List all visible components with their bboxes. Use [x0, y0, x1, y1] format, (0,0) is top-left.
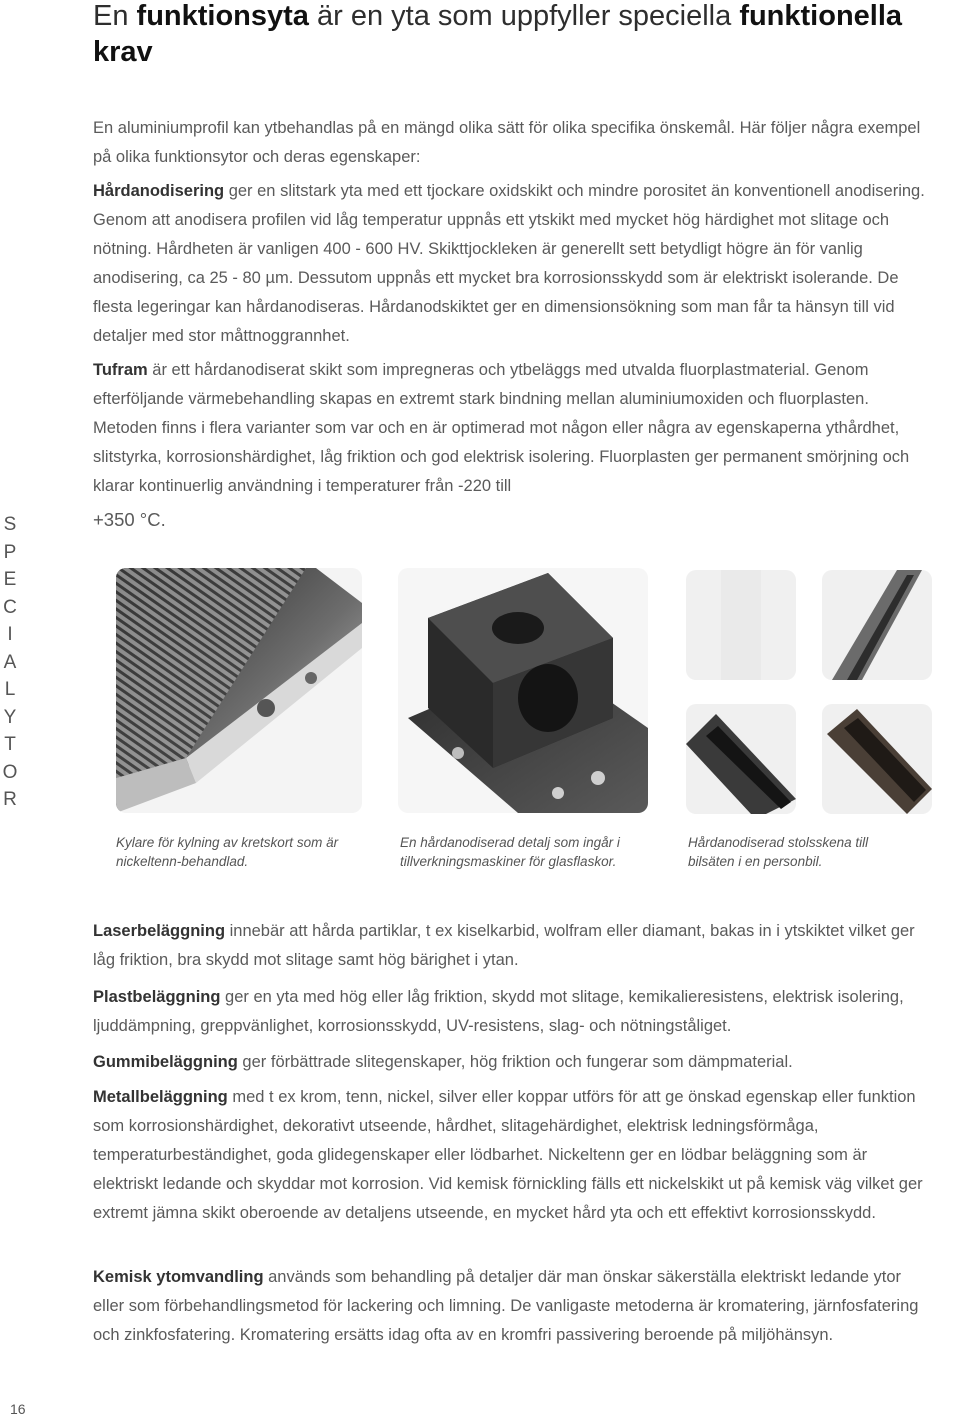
anodised-part-caption: En hårdanodiserad detalj som ingår i tillverkningsmaskiner för glasflaskor.	[400, 835, 620, 869]
tufram-term: Tufram	[93, 361, 148, 379]
seat-rail-caption: Hårdanodiserad stolsskena till bilsäten i en personbil.	[688, 835, 869, 869]
seat-rail-photo	[686, 704, 796, 814]
tufram-temperature: +350 °C.	[93, 509, 166, 530]
kemisk-term: Kemisk ytomvandling	[93, 1268, 264, 1286]
gummi-text: ger förbättrade slitegenskaper, hög friktion och fungerar som dämpmaterial.	[237, 1053, 793, 1071]
kemisk-paragraph	[93, 1263, 933, 1350]
plast-text: ger en yta med hög eller låg friktion, skydd mot slitage, kemikalieresistens, elektrisk isolering, ljuddämpning, greppvänlighet, korrosionsskydd, UV-resistens, slag- och nötningståliget.	[93, 988, 904, 1035]
title-part-1: En	[93, 0, 137, 32]
seat-rail-photo	[686, 570, 796, 680]
laser-paragraph	[93, 917, 933, 975]
page-number: 16	[10, 1401, 26, 1417]
title-emphasis-2: funktionella krav	[93, 0, 903, 68]
title-part-2: är en yta som uppfyller speciella	[308, 0, 740, 32]
gummi-term: Gummibeläggning	[93, 1053, 238, 1071]
plast-term: Plastbeläggning	[93, 988, 221, 1006]
anodised-part-photo	[398, 568, 648, 813]
gummi-paragraph	[93, 1048, 933, 1077]
page-title	[93, 0, 933, 70]
laser-text: innebär att hårda partiklar, t ex kiselkarbid, wolfram eller diamant, bakas in i ytskiktet vilket ger låg friktion, bra skydd mot slitage samt hög bärighet i ytan.	[93, 922, 915, 969]
hardanodisering-paragraph	[93, 177, 933, 351]
tufram-text: är ett hårdanodiserat skikt som impregneras och ytbeläggs med utvalda fluorplastmaterial. Genom efterföljande värmebehandling skapas en extremt stark bindning mellan aluminiumoxiden och fluorplasten. Metoden finns i flera varianter som var och en är optimerad mot någon eller några av egenskaperna ythårdhet, slitstyrka, korrosionshärdighet, låg friktion och god elektrisk isolering. Fluorplasten ger permanent smörjning och klarar kontinuerlig användning i temperaturer från -220 till	[93, 361, 910, 495]
metall-text: med t ex krom, tenn, nickel, silver eller koppar utförs för att ge önskad egenskap eller funktion som korrosionshärdighet, dekorativt utseende, hårdhet, slitagehärdighet, elektrisk ledningsförmåga, temperaturbeständighet, goda glidegenskaper eller lödbarhet. Nickeltenn ger en lödbar beläggning som är elektriskt ledande och skyddar mot korrosion. Vid kemisk förnickling fälls ett nickelskikt ut på kemisk väg vilket ger extremt jämna skikt oberoende av detaljens utseende, en mycket hård yta och ett effektivt korrosionsskydd.	[93, 1088, 923, 1222]
intro-paragraph: En aluminiumprofil kan ytbehandlas på en mängd olika sätt för olika specifika önskemål. Här följer några exempel på olika funktionsytor och deras egenskaper:	[93, 119, 921, 166]
metall-paragraph	[93, 1083, 933, 1228]
laser-term: Laserbeläggning	[93, 922, 226, 940]
seat-rail-photo	[822, 704, 932, 814]
sidebar-letter: L	[4, 679, 16, 700]
sidebar-letter: A	[3, 651, 17, 673]
hardanodisering-term: Hårdanodisering	[93, 182, 225, 200]
plast-paragraph	[93, 983, 933, 1041]
sidebar-letter: S	[3, 514, 17, 535]
title-emphasis-1: funktionsyta	[136, 0, 309, 32]
sidebar-letter: P	[3, 541, 17, 563]
tufram-paragraph	[93, 356, 933, 539]
sidebar-letter: T	[4, 734, 16, 755]
sidebar-letter: E	[3, 569, 17, 590]
sidebar-letter: R	[3, 789, 17, 810]
sidebar-letter: O	[2, 761, 18, 783]
heatsink-photo	[116, 568, 362, 813]
sidebar-letter: Y	[3, 706, 17, 728]
metall-term: Metallbeläggning	[93, 1088, 228, 1106]
seat-rail-photo	[822, 570, 932, 680]
sidebar-letter: I	[7, 624, 13, 645]
hardanodisering-text: ger en slitstark yta med ett tjockare oxidskikt och mindre porositet än konventionell anodisering. Genom att anodisera profilen vid låg temperatur uppnås ett ytskikt med mycket hög härdighet mot slitage och nötning. Hårdheten är vanligen 400 - 600 HV. Skikttjockleken är generellt sett betydligt högre än för vanlig anodisering, ca 25 - 80 µm. Dessutom uppnås ett mycket bra korrosionsskydd som är elektriskt isolerande. De flesta legeringar kan hårdanodiseras. Hårdanodskiktet ger en dimensionsökning som man får ta hänsyn till vid detaljer med stor måttnoggrannhet.	[93, 182, 925, 345]
kemisk-text: används som behandling på detaljer där man önskar säkerställa elektriskt ledande ytor eller som förbehandlingsmetod för lackering och limning. De vanligaste metoderna är kromatering, järnfosfatering och zinkfosfatering. Kromatering ersätts idag ofta av en kromfri passivering beroende på miljöhänsyn.	[93, 1268, 919, 1344]
sidebar-vertical-label	[0, 511, 20, 814]
sidebar-letter: C	[3, 596, 17, 618]
heatsink-caption: Kylare för kylning av kretskort som är nickeltenn-behandlad.	[116, 835, 339, 869]
